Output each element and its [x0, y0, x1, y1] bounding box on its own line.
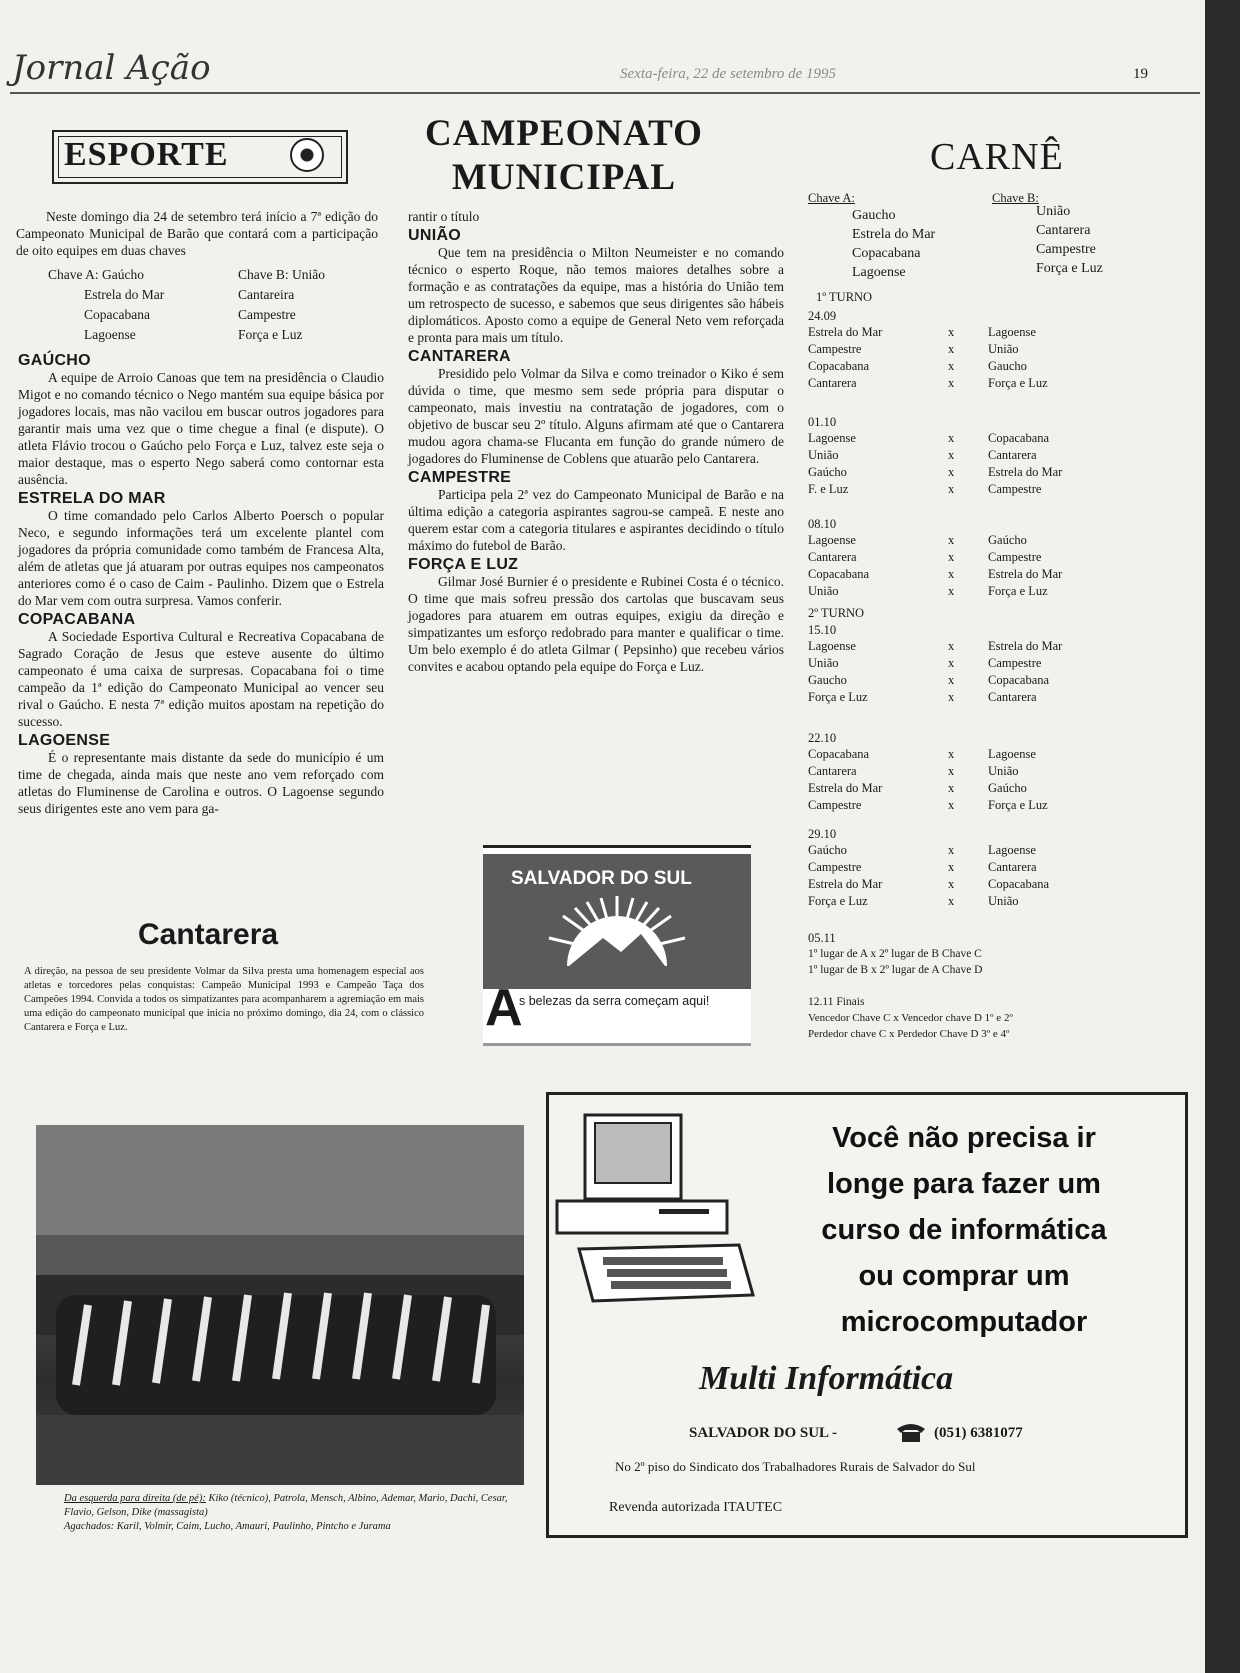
middle-column-articles	[408, 208, 784, 676]
versus-mark: x	[948, 567, 955, 581]
final-line: Vencedor Chave C x Vencedor chave D 1º e 2º	[808, 1012, 1013, 1024]
team-heading: ESTRELA DO MAR	[18, 490, 166, 507]
round-date: 22.10	[808, 731, 837, 745]
semifinal-line: 1º lugar de B x 2º lugar de A Chave D	[808, 964, 983, 976]
round-date: 08.10	[808, 517, 837, 531]
versus-mark: x	[948, 359, 955, 373]
team-text: É o representante mais distante da sede do município é um time de chegada, ainda mais que neste ano vem reforçado com atletas do Fluminense de Carolina e outros. O Lagoense segundo seus dirigentes este ano vem para ga-	[18, 750, 384, 816]
match-team: Campestre	[808, 860, 862, 874]
versus-mark: x	[948, 448, 955, 462]
versus-mark: x	[948, 584, 955, 598]
ad-title: SALVADOR DO SUL	[511, 868, 692, 889]
ad-initial: A	[485, 979, 523, 1037]
ad-message: Você não precisa ir longe para fazer um curso de informática ou comprar um microcomputador	[821, 1122, 1107, 1338]
match-team: Gaúcho	[808, 843, 847, 857]
chave-a-item: Estrela do Mar	[84, 287, 165, 302]
match-team: Campestre	[988, 482, 1042, 496]
match-team: Campestre	[988, 656, 1042, 670]
team-text: A equipe de Arroio Canoas que tem na presidência o Claudio Migot e no comando técnico o Nego mantém sua equipe básica por jogadores locais, mas não vacilou em buscar outros jogadores para garantir mais uma vez que o time chegue a final (e dispute). O atleta Flávio trocou o Gaúcho pelo Força e Luz, talvez este seja o maior destaque, mas o esperto Nego saberá como contornar esta ausência.	[18, 370, 384, 487]
team-heading: UNIÃO	[408, 227, 462, 244]
match-team: Lagoense	[988, 325, 1036, 339]
team-heading: FORÇA E LUZ	[408, 556, 519, 573]
match-team: Estrela do Mar	[808, 781, 883, 795]
versus-mark: x	[948, 550, 955, 564]
match-team: Gaucho	[988, 359, 1027, 373]
match-team: Cantarera	[988, 448, 1037, 462]
masthead: Jornal Ação	[12, 48, 211, 88]
chave-a-item: Copacabana	[84, 307, 150, 322]
match-team: Estrela do Mar	[808, 877, 883, 891]
versus-mark: x	[948, 798, 955, 812]
match-team: Cantarera	[808, 550, 857, 564]
match-team: Gaúcho	[808, 465, 847, 479]
page-number: 19	[1133, 66, 1148, 82]
match-team: Lagoense	[808, 431, 856, 445]
ad-brand: Multi Informática	[699, 1360, 954, 1397]
cantarera-title: Cantarera	[138, 918, 279, 951]
match-team: Cantarera	[988, 860, 1037, 874]
left-column-articles	[18, 350, 384, 818]
turno-label: 1º TURNO	[816, 290, 873, 304]
schedule	[808, 190, 1138, 1050]
versus-mark: x	[948, 843, 955, 857]
semifinal-date: 05.11	[808, 931, 836, 945]
ad-tagline: s belezas da serra começam aqui!	[519, 994, 710, 1008]
match-team: Força e Luz	[988, 376, 1048, 390]
round-date: 24.09	[808, 309, 837, 323]
team-text: Que tem na presidência o Milton Neumeister e no comando técnico o esperto Roque, não temos maiores detalhes sobre a formação e as contratações da equipe, mas a história do União tem um retrospecto de sucesso, e sabemos que seus dirigentes são hábeis diplomáticos. Aposto como a equipe de General Neto vem reforçada e pronta para mais um título.	[408, 245, 784, 345]
ad-address: No 2º piso do Sindicato dos Trabalhadores Rurais de Salvador do Sul	[615, 1459, 976, 1474]
match-team: União	[808, 448, 839, 462]
semifinal-line: 1º lugar de A x 2º lugar de B Chave C	[808, 948, 982, 960]
round-date: 01.10	[808, 415, 837, 429]
article-title: CAMPEONATO MUNICIPAL	[425, 113, 703, 198]
match-team: Campestre	[808, 342, 862, 356]
match-team: Cantarera	[988, 690, 1037, 704]
versus-mark: x	[948, 673, 955, 687]
versus-mark: x	[948, 781, 955, 795]
match-team: Lagoense	[988, 747, 1036, 761]
match-team: Lagoense	[988, 843, 1036, 857]
team-photo	[36, 1125, 524, 1485]
match-team: Força e Luz	[988, 584, 1048, 598]
versus-mark: x	[948, 747, 955, 761]
versus-mark: x	[948, 482, 955, 496]
match-team: Estrela do Mar	[988, 639, 1063, 653]
turno-label: 2º TURNO	[808, 606, 865, 620]
schedule-chave-b-team: Campestre	[1036, 242, 1096, 257]
team-heading: GAÚCHO	[18, 352, 91, 369]
match-team: Força e Luz	[808, 894, 868, 908]
versus-mark: x	[948, 376, 955, 390]
versus-mark: x	[948, 325, 955, 339]
team-photo-image	[36, 1125, 524, 1485]
ad-phone: (051) 6381077	[934, 1425, 1023, 1441]
match-team: Estrela do Mar	[988, 465, 1063, 479]
match-team: União	[808, 656, 839, 670]
soccer-ball-icon	[290, 138, 324, 172]
page-edge-shadow	[1205, 0, 1240, 1673]
match-team: Gaucho	[808, 673, 847, 687]
team-text: Participa pela 2ª vez do Campeonato Municipal de Barão e na última edição a categoria aspirantes sagrou-se campeã. E neste ano querem estar com a categoria titulares e aspirantes decidindo o título máximo do futebol de Barão.	[408, 487, 784, 553]
match-team: União	[988, 764, 1019, 778]
match-team: Estrela do Mar	[808, 325, 883, 339]
ad-city: SALVADOR DO SUL -	[689, 1425, 837, 1441]
team-text: A Sociedade Esportiva Cultural e Recreativa Copacabana de Sagrado Coração de Jesus que esteve ausente do último campeonato é uma caixa de surpresas. Copacabana foi o time campeão da 1ª edição do Campeonato Municipal ao vencer seu rival o Gaúcho. E nesta 7ª edição muitos apostam na repetição do sucesso.	[18, 629, 384, 729]
versus-mark: x	[948, 431, 955, 445]
match-team: Copacabana	[808, 567, 870, 581]
photo-caption: Da esquerda para direita (de pé): Kiko (técnico), Patrola, Mensch, Albino, Ademar, Mario, Dachi, Cesar, Flavio, Gelson, Dike (massagista) Agachados: Karil, Volmir, Caim, Lucho, Amauri, Paulinho, Pintcho e Jurama	[64, 1493, 508, 1532]
match-team: Copacabana	[988, 877, 1050, 891]
team-heading: CANTARERA	[408, 348, 511, 365]
match-team: Força e Luz	[808, 690, 868, 704]
chave-b-item: Cantareira	[238, 287, 295, 302]
intro-text: Neste domingo dia 24 de setembro terá início a 7ª edição do Campeonato Municipal de Barão que contará com a participação de oito equipes em duas chaves	[16, 209, 378, 258]
schedule-chave-b-team: Força e Luz	[1036, 261, 1103, 276]
round-date: 29.10	[808, 827, 837, 841]
match-team: Cantarera	[808, 376, 857, 390]
versus-mark: x	[948, 465, 955, 479]
section-badge	[52, 130, 348, 184]
chave-b-item: Campestre	[238, 307, 296, 322]
versus-mark: x	[948, 656, 955, 670]
chave-a-item: Lagoense	[84, 327, 136, 342]
final-line: Perdedor chave C x Perdedor Chave D 3º e 4º	[808, 1028, 1010, 1040]
match-team: Gaúcho	[988, 781, 1027, 795]
match-team: Copacabana	[988, 673, 1050, 687]
final-date: 12.11 Finais	[808, 996, 865, 1008]
versus-mark: x	[948, 764, 955, 778]
team-heading: COPACABANA	[18, 611, 136, 628]
schedule-title: CARNÊ	[930, 136, 1064, 178]
issue-date: Sexta-feira, 22 de setembro de 1995	[620, 66, 837, 82]
schedule-chave-a-team: Gaucho	[852, 208, 896, 223]
section-badge-label: ESPORTE	[64, 136, 229, 173]
match-team: União	[808, 584, 839, 598]
match-team: Campestre	[988, 550, 1042, 564]
versus-mark: x	[948, 877, 955, 891]
team-text: O time comandado pelo Carlos Alberto Poersch o popular Neco, e segundo informações terá um excelente plantel com jogadores da própria comunidade como também de Francesa Alta, além de atletas que já atuaram por outras equipes nos campeonatos anteriores como é o caso de Caim - Paulinho. Dizem que o Estrela do Mar vem com outra surpresa. Vamos conferir.	[18, 508, 384, 608]
continuation-text: rantir o título	[408, 209, 480, 224]
ad-banner	[483, 854, 751, 989]
versus-mark: x	[948, 342, 955, 356]
telephone-icon	[895, 1421, 927, 1443]
chave-b-item: Força e Luz	[238, 327, 303, 342]
schedule-chave-b-team: Cantarera	[1036, 223, 1091, 238]
team-heading: CAMPESTRE	[408, 469, 512, 486]
match-team: Copacabana	[988, 431, 1050, 445]
schedule-chave-a-label: Chave A:	[808, 191, 855, 205]
match-team: F. e Luz	[808, 482, 849, 496]
chave-a-title: Chave A: Gaúcho	[48, 267, 144, 282]
match-team: União	[988, 894, 1019, 908]
salvador-do-sul-ad	[483, 845, 751, 1046]
match-team: Lagoense	[808, 639, 856, 653]
match-team: União	[988, 342, 1019, 356]
match-team: Copacabana	[808, 359, 870, 373]
ad-resale: Revenda autorizada ITAUTEC	[609, 1500, 783, 1515]
schedule-chave-b-team: União	[1036, 204, 1071, 219]
multi-informatica-ad	[546, 1092, 1188, 1538]
match-team: Copacabana	[808, 747, 870, 761]
match-team: Estrela do Mar	[988, 567, 1063, 581]
header-rule	[10, 92, 1200, 94]
versus-mark: x	[948, 639, 955, 653]
versus-mark: x	[948, 533, 955, 547]
schedule-chave-a-team: Copacabana	[852, 246, 921, 261]
schedule-chave-b-label: Chave B:	[992, 191, 1039, 205]
match-team: Força e Luz	[988, 798, 1048, 812]
versus-mark: x	[948, 894, 955, 908]
match-team: Cantarera	[808, 764, 857, 778]
versus-mark: x	[948, 860, 955, 874]
team-heading: LAGOENSE	[18, 732, 111, 749]
team-text: Gilmar José Burnier é o presidente e Rubinei Costa é o técnico. O time que mais sofreu pressão dos cartolas que buscavam seus jogadores para atuarem em outras equipes, exigiu da direção e simpatizantes um esforço redobrado para manter e qualificar o time. Um belo exemplo é do atleta Gilmar ( Pepsinho) que recebeu vários convites e acabou optando pela equipe do Força e Luz.	[408, 574, 784, 674]
versus-mark: x	[948, 690, 955, 704]
match-team: Gaúcho	[988, 533, 1027, 547]
chave-b-title: Chave B: União	[238, 267, 325, 282]
match-team: Lagoense	[808, 533, 856, 547]
schedule-chave-a-team: Estrela do Mar	[852, 227, 936, 242]
match-team: Campestre	[808, 798, 862, 812]
round-date: 15.10	[808, 623, 837, 637]
team-text: Presidido pelo Volmar da Silva e como treinador o Kiko é sem dúvida o time, que mesmo sem sede própria para disputar o campeonato, mais investiu na contratação de jogadores, com o objetivo de buscar seu 2º título. Alguns afirmam até que o Cantarera mudou agora chama-se Flucanta em função do grande número de jogadores do Fluminense de Coblens que atuarão pelo Cantarera.	[408, 366, 784, 466]
schedule-chave-a-team: Lagoense	[852, 265, 906, 280]
computer-icon	[549, 1095, 764, 1355]
cantarera-text: A direção, na pessoa de seu presidente Volmar da Silva presta uma homenagem especial aos atletas e torcedores pelas conquistas: Campeão Municipal 1993 e Campeão Taça dos Campeões 1994. Convida a todos os simpatizantes para acompanharem a agremiação em mais uma edição do campeonato municipal que inicia no próximo domingo, dia 24, com o clássico Cantarera e Força e Luz.	[24, 966, 424, 1033]
